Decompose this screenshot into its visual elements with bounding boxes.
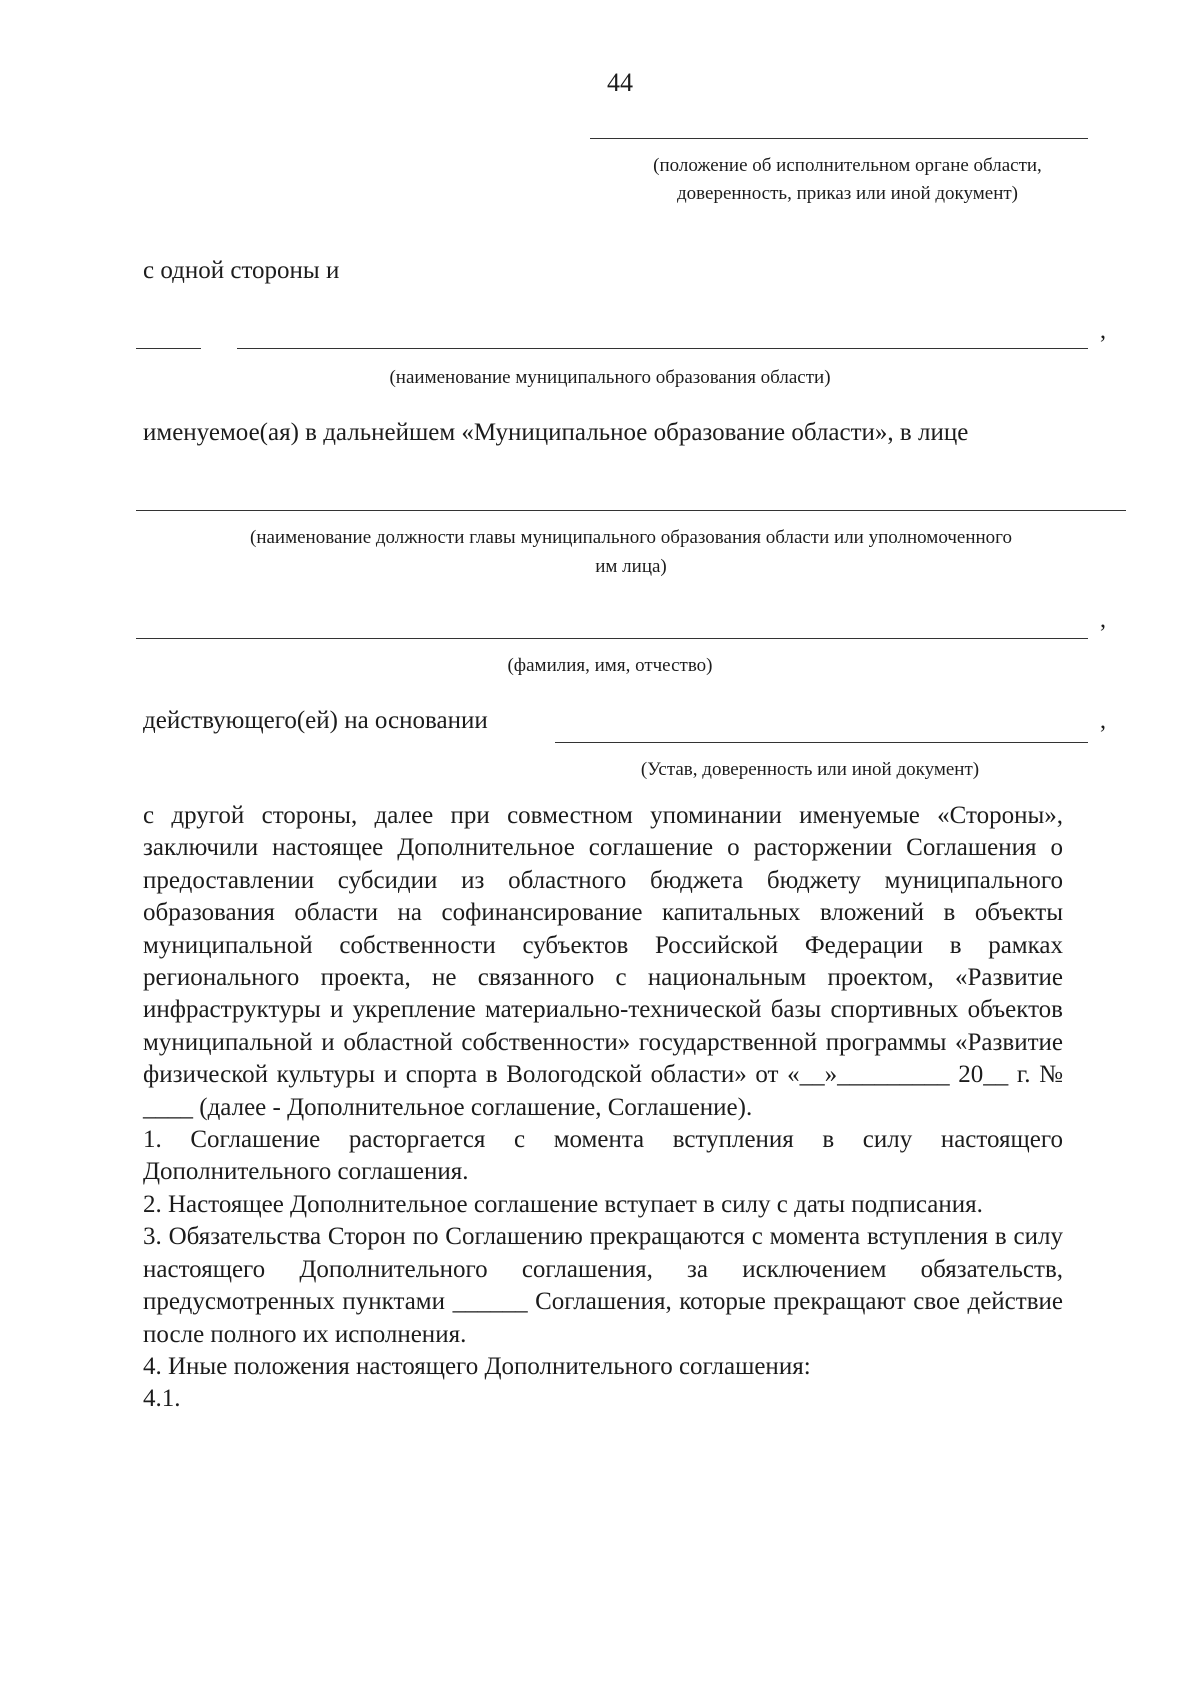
basis-caption: (положение об исполнительном органе области, доверенность, приказ или иной документ) bbox=[653, 155, 1042, 204]
preamble-paragraph: с другой стороны, далее при совместном упоминании именуемые «Стороны», заключили настоящее Дополнительное соглашение о расторжении Соглашения о предоставлении субсидии из областного бюджета бюджету муниципального образования области на софинансирование капитальных вложений в объекты муниципальной собственности субъектов Российской Федерации в рамках регионального проекта, не связанного с национальным проектом, «Развитие инфраструктуры и укрепление материально-технической базы спортивных объектов муниципальной и областной собственности» государственной программы «Развитие физической культуры и спорта в Вологодской области» от «__»_________ 20__ г. № ____ (далее - Дополнительное соглашение, Соглашение). bbox=[143, 802, 1063, 1121]
municipality-comma: , bbox=[1100, 318, 1106, 344]
agreement-body bbox=[143, 800, 1063, 1416]
clause-2: 2. Настоящее Дополнительное соглашение вступает в силу с даты подписания. bbox=[143, 1190, 983, 1218]
referred-as-text: именуемое(ая) в дальнейшем «Муниципальное образование области», в лице bbox=[143, 419, 969, 446]
position-blank-line bbox=[136, 510, 1126, 511]
page-number: 44 bbox=[607, 68, 633, 97]
position-caption-line1: (наименование должности главы муниципального образования области или уполномоченного bbox=[250, 527, 1012, 548]
fio-caption: (фамилия, имя, отчество) bbox=[507, 655, 713, 676]
clause-4-1: 4.1. bbox=[143, 1385, 181, 1413]
charter-blank-line bbox=[555, 742, 1088, 743]
charter-comma: , bbox=[1100, 708, 1106, 734]
municipality-blank-line bbox=[237, 348, 1088, 349]
position-caption-line2: им лица) bbox=[595, 556, 667, 577]
basis-blank-line bbox=[590, 138, 1088, 139]
fio-blank-line bbox=[136, 638, 1088, 639]
clause-3: 3. Обязательства Сторон по Соглашению прекращаются с момента вступления в силу настоящего Дополнительного соглашения, за исключением обязательств, предусмотренных пунктами ______ Соглашения, которые прекращают свое действие после полного их исполнения. bbox=[143, 1223, 1063, 1348]
one-side-text: с одной стороны и bbox=[143, 257, 340, 284]
clause-1: 1. Соглашение расторгается с момента вступления в силу настоящего Дополнительного соглашения. bbox=[143, 1126, 1063, 1186]
fio-comma: , bbox=[1100, 607, 1106, 633]
clause-4: 4. Иные положения настоящего Дополнительного соглашения: bbox=[143, 1352, 811, 1380]
municipality-caption: (наименование муниципального образования области) bbox=[389, 367, 831, 388]
charter-caption: (Устав, доверенность или иной документ) bbox=[640, 759, 980, 780]
acting-on-basis-text: действующего(ей) на основании bbox=[143, 707, 488, 734]
municipality-blank-line-short bbox=[136, 348, 201, 349]
